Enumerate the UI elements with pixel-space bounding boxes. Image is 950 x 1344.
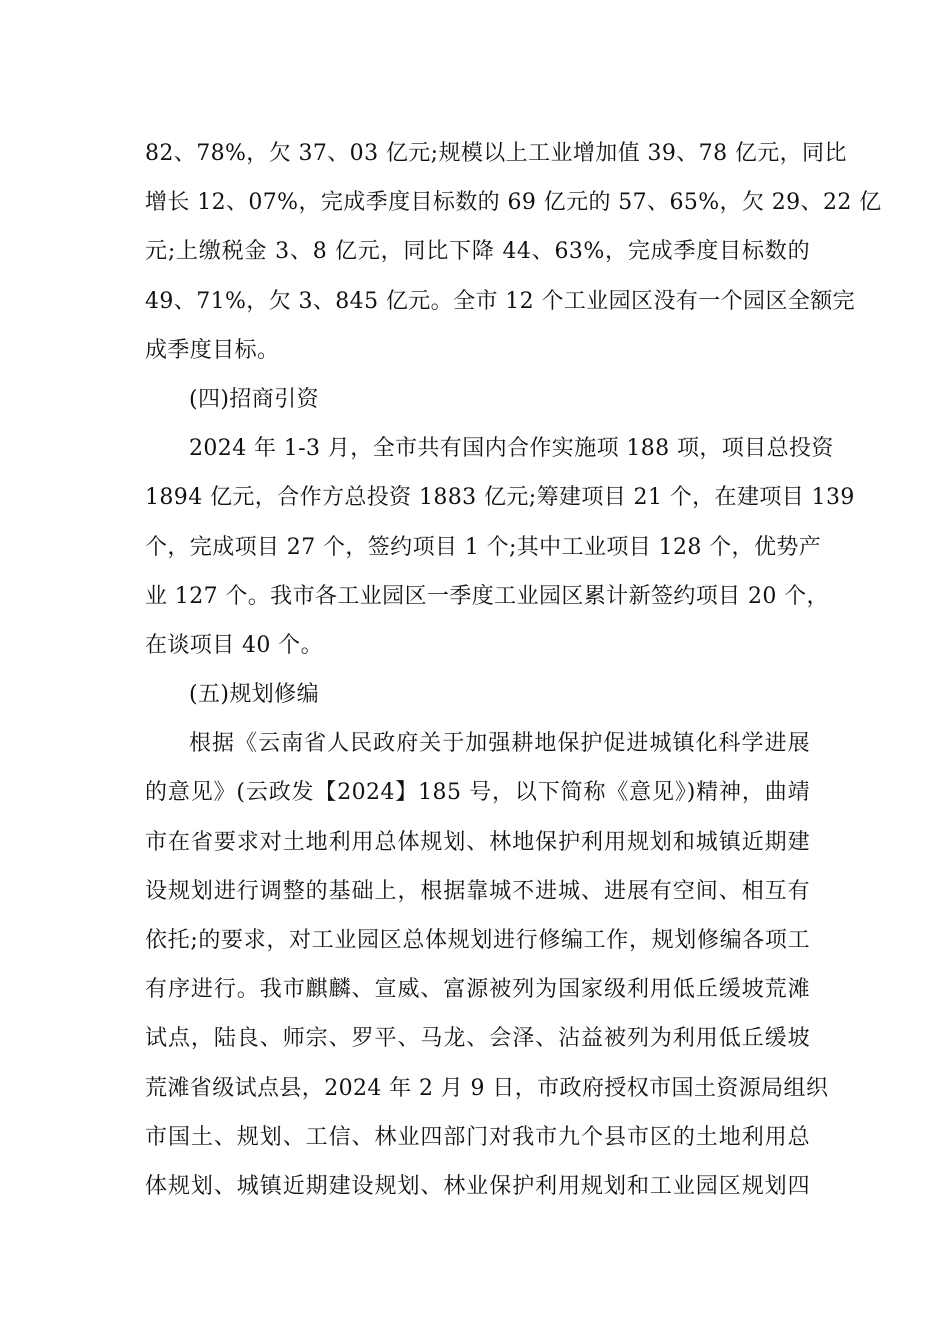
text-line: 在谈项目 40 个。 [145, 632, 323, 658]
section-heading-investment: (四)招商引资 [189, 386, 319, 412]
section-heading-planning: (五)规划修编 [189, 682, 319, 708]
text-line: 增长 12、07%，完成季度目标数的 69 亿元的 57、65%，欠 29、22 亿 [145, 190, 882, 216]
text-line: 1894 亿元，合作方总投资 1883 亿元;筹建项目 21 个，在建项目 139 [145, 485, 855, 511]
paragraph-industrial-stats [145, 129, 882, 375]
text-line: 个，完成项目 27 个，签约项目 1 个;其中工业项目 128 个，优势产 [145, 534, 822, 560]
text-line: 市国土、规划、工信、林业四部门对我市九个县市区的土地利用总 [145, 1124, 810, 1150]
paragraph-planning [145, 719, 829, 1211]
text-line: 成季度目标。 [145, 337, 280, 363]
text-line: 体规划、城镇近期建设规划、林业保护利用规划和工业园区规划四 [145, 1173, 810, 1199]
text-line: 元;上缴税金 3、8 亿元，同比下降 44、63%，完成季度目标数的 [145, 239, 810, 265]
text-line: 市在省要求对土地利用总体规划、林地保护利用规划和城镇近期建 [145, 829, 810, 855]
paragraph-investment [145, 424, 855, 670]
text-line: 根据《云南省人民政府关于加强耕地保护促进城镇化科学进展 [189, 731, 810, 757]
text-line: 荒滩省级试点县，2024 年 2 月 9 日，市政府授权市国土资源局组织 [145, 1075, 829, 1101]
text-line: 设规划进行调整的基础上，根据靠城不进城、进展有空间、相互有 [145, 878, 810, 904]
text-line: 82、78%，欠 37、03 亿元;规模以上工业增加值 39、78 亿元，同比 [145, 141, 847, 166]
text-line: 的意见》(云政发【2024】185 号，以下简称《意见》)精神，曲靖 [145, 780, 810, 806]
text-line: 依托;的要求，对工业园区总体规划进行修编工作，规划修编各项工 [145, 928, 810, 953]
text-line: 有序进行。我市麒麟、宣威、富源被列为国家级利用低丘缓坡荒滩 [145, 977, 810, 1003]
text-line: 业 127 个。我市各工业园区一季度工业园区累计新签约项目 20 个， [145, 583, 829, 609]
text-line: 49、71%，欠 3、845 亿元。全市 12 个工业园区没有一个园区全额完 [145, 288, 856, 314]
text-line: 试点，陆良、师宗、罗平、马龙、会泽、沾益被列为利用低丘缓坡 [145, 1026, 810, 1052]
document-body [145, 129, 882, 1211]
text-line: 2024 年 1-3 月，全市共有国内合作实施项 188 项，项目总投资 [189, 436, 834, 462]
